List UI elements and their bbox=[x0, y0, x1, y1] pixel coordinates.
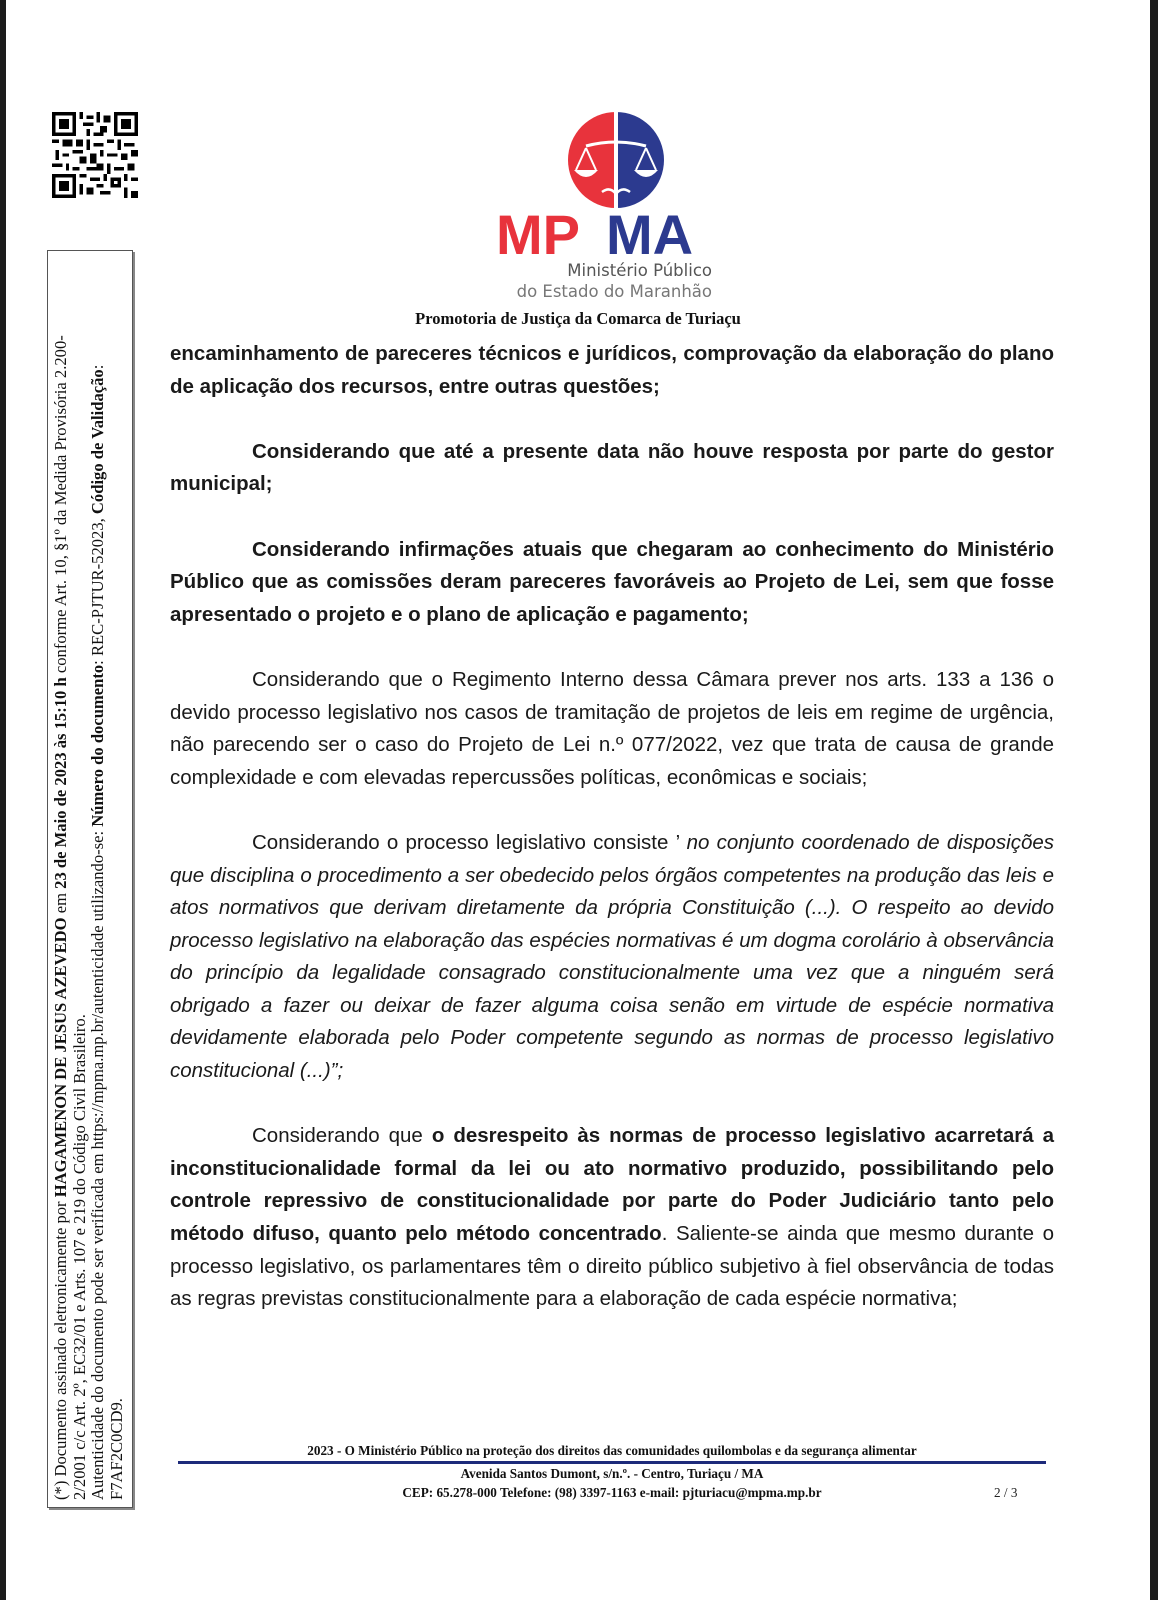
logo-line-2: do Estado do Maranhão bbox=[516, 282, 712, 301]
footer-divider bbox=[178, 1461, 1046, 1464]
stamp-line-2: 2/2001 c/c Art. 2º, EC32/01 e Arts. 107 e 219 do Código Civil Brasileiro. bbox=[69, 1014, 89, 1500]
paragraph-6: Considerando que o desrespeito às normas de processo legislativo acarretará a inconstitucionalidade formal da lei ou ato normativo produzido, possibilitando pelo controle repressivo de constitucionalidade por parte do Poder Judiciário tanto pelo método difuso, quanto pelo método concentrado. Saliente-se ainda que mesmo durante o processo legislativo, os parlamentares têm o direito público subjetivo à fiel observância de todas as regras previstas constitucionalmente para a elaboração de cada espécie normativa; bbox=[170, 1124, 1054, 1311]
signature-stamp bbox=[47, 250, 133, 1508]
mpma-logo bbox=[494, 104, 739, 304]
paragraph-2: Considerando que até a presente data não houve resposta por parte do gestor municipal; bbox=[170, 439, 1054, 496]
paragraph-4: Considerando que o Regimento Interno dessa Câmara prever nos arts. 133 a 136 o devido processo legislativo nos casos de tramitação de projetos de leis em regime de urgência, não parecendo ser o caso do Projeto de Lei n.º 077/2022, vez que trata de causa de grande complexidade e com elevadas repercussões políticas, econômicas e sociais; bbox=[170, 667, 1054, 789]
stamp-line-1: (*) Documento assinado eletronicamente por HAGAMENON DE JESUS AZEVEDO em 23 de Maio de 2023 às 15:10 h conforme Art. 10, §1º da Medida Provisória 2.200- bbox=[51, 335, 70, 1500]
footer-contact: CEP: 65.278-000 Telefone: (98) 3397-1163 e-mail: pjturiacu@mpma.mp.br bbox=[402, 1485, 822, 1500]
quotation: no conjunto coordenado de disposições que disciplina o procedimento a ser obedecido pelos órgãos competentes na produção das leis e atos normativos que derivam diretamente da própria Constituição (...). O respeito ao devido processo legislativo na elaboração das espécies normativas é um dogma corolário à observância do princípio da legalidade consagrado constitucionalmente uma vez que a ninguém será obrigado a fazer ou deixar de fazer alguma coisa senão em virtude de espécie normativa devidamente elaborada pelo Poder competente segundo as normas de processo legislativo constitucional (...)”; bbox=[170, 830, 1054, 1083]
logo-line-1: Ministério Público bbox=[567, 261, 712, 280]
stamp-signer: HAGAMENON DE JESUS AZEVEDO bbox=[51, 917, 70, 1198]
paragraph-5: Considerando o processo legislativo consiste ’ no conjunto coordenado de disposições que disciplina o procedimento a ser obedecido pelos órgãos competentes na produção das leis e atos normativos que derivam diretamente da própria Constituição (...). O respeito ao devido processo legislativo na elaboração das espécies normativas é um dogma corolário à observância do princípio da legalidade consagrado constitucionalmente uma vez que a ninguém será obrigado a fazer ou deixar de fazer alguma coisa senão em virtude de espécie normativa devidamente elaborada pelo Poder competente segundo as normas de processo legislativo constitucional (...)”; bbox=[170, 830, 1054, 1083]
logo-acronym-ma: MA bbox=[606, 203, 694, 266]
document-page bbox=[6, 0, 1150, 1600]
paragraph-1: encaminhamento de pareceres técnicos e jurídicos, comprovação da elaboração do plano de aplicação dos recursos, entre outras questões; bbox=[170, 342, 1054, 398]
emphasis: o desrespeito às normas de processo legislativo acarretará a inconstitucionalidade formal da lei ou ato normativo produzido, possibilitando pelo controle repressivo de constitucionalidade por parte do Poder Judiciário tanto pelo método difuso, quanto pelo método concentrado bbox=[170, 1124, 1054, 1246]
paragraph-3: Considerando infirmações atuais que chegaram ao conhecimento do Ministério Público que as comissões deram pareceres favoráveis ao Projeto de Lei, sem que fosse apresentado o projeto e o plano de aplicação e pagamento; bbox=[170, 537, 1054, 626]
footer-motto: 2023 - O Ministério Público na proteção dos direitos das comunidades quilombolas e da segurança alimentar bbox=[307, 1443, 917, 1458]
stamp-line-3: Autenticidade do documento pode ser verificada em https://mpma.mp.br/autenticidade utilizando-se: Número do documento: REC-PJTUR-52023, Código de Validação: bbox=[88, 364, 107, 1500]
stamp-doc-number: : REC-PJTUR-52023, bbox=[88, 514, 107, 665]
document-body bbox=[170, 338, 1054, 1348]
scales-of-justice-icon bbox=[568, 112, 664, 208]
qr-code-icon bbox=[52, 112, 138, 198]
logo-acronym-mp: MP bbox=[496, 203, 580, 266]
stamp-validation-code: F7AF2C0CD9. bbox=[106, 1398, 126, 1500]
footer-address: Avenida Santos Dumont, s/n.º. - Centro, Turiaçu / MA bbox=[460, 1466, 764, 1481]
office-name: Promotoria de Justiça da Comarca de Turiaçu bbox=[415, 309, 741, 328]
stamp-datetime: 23 de Maio de 2023 às 15:10 h bbox=[51, 677, 70, 889]
page-number: 2 / 3 bbox=[994, 1485, 1018, 1500]
